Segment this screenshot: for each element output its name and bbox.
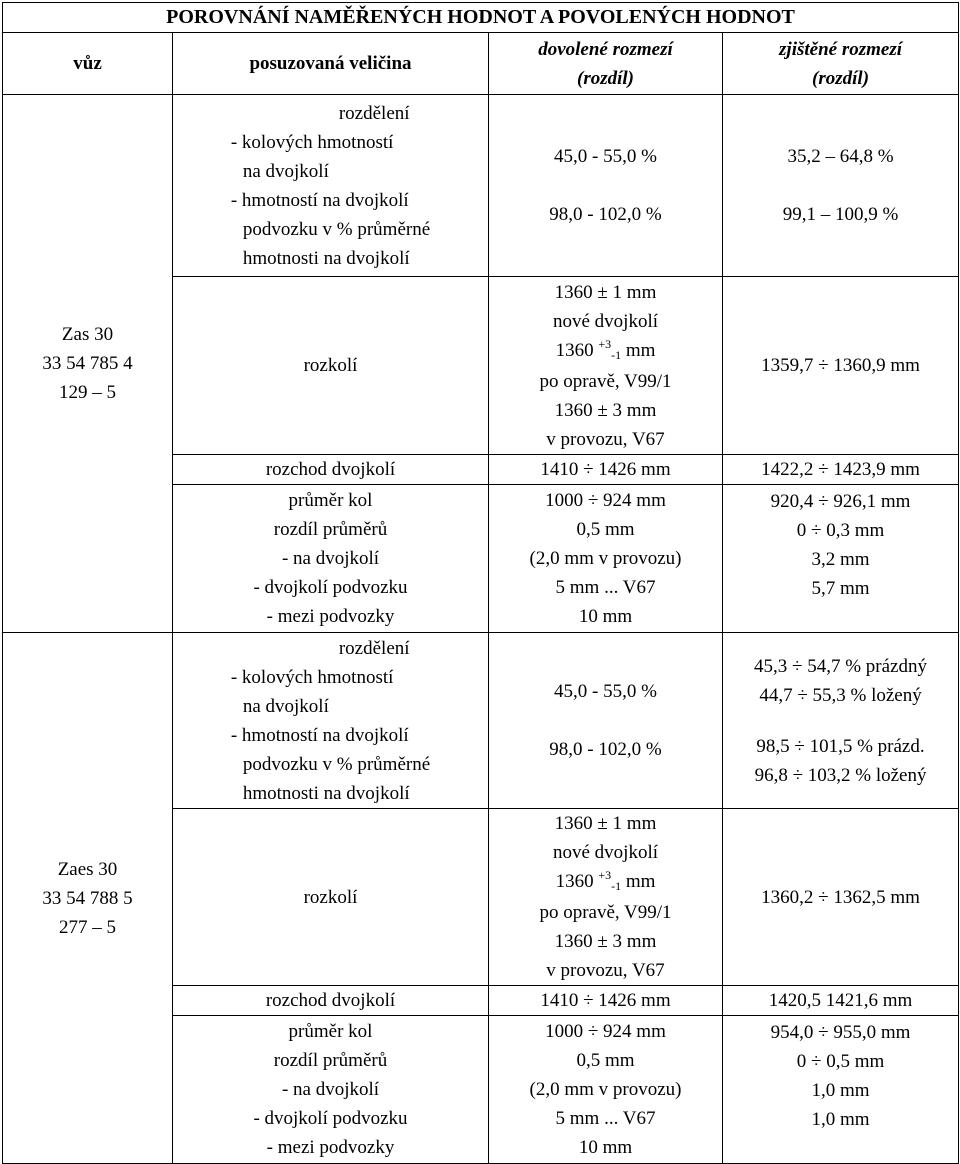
q-line: - kolových hmotností (230, 666, 394, 688)
allowed-rozkoli (489, 277, 723, 455)
header-quantity: posuzovaná veličina (173, 33, 489, 95)
q-line: rozdělení (338, 102, 410, 124)
allowed-prumer (489, 1016, 723, 1164)
wagon-cell-1 (3, 95, 173, 633)
q-line: - kolových hmotností (230, 131, 394, 153)
wagon-name: Zaes 30 (57, 858, 118, 880)
a-line: po opravě, V99/1 (539, 902, 672, 923)
measured-prumer (723, 485, 959, 633)
wagon-suffix: 277 – 5 (59, 916, 116, 938)
q-line: - hmotností na dvojkolí (230, 189, 409, 211)
table-title: POROVNÁNÍ NAMĚŘENÝCH HODNOT A POVOLENÝCH HODNOT (3, 3, 959, 33)
q-line: hmotnosti na dvojkolí (242, 782, 410, 804)
tolerance-sup: +3 (598, 868, 612, 882)
q-line: podvozku v % průměrné (242, 753, 431, 775)
a-line: 1360 ± 1 mm (554, 813, 657, 834)
allowed-rozchod: 1410 ÷ 1426 mm (489, 986, 723, 1016)
a-line: 45,0 - 55,0 % (554, 681, 657, 702)
m-line: 954,0 ÷ 955,0 mm (770, 1022, 911, 1043)
a-line: 1360 ± 1 mm (554, 281, 657, 303)
header-allowed-line2: (rozdíl) (577, 67, 634, 89)
q-line: průměr kol (288, 490, 373, 511)
a-line: 1000 ÷ 924 mm (545, 490, 666, 511)
q-line: - na dvojkolí (281, 548, 380, 569)
header-measured-line1: zjištěné rozmezí (779, 38, 902, 60)
q-line: rozdíl průměrů (273, 1050, 388, 1071)
a-line: 98,0 - 102,0 % (549, 739, 662, 760)
measured-weight-distribution (723, 633, 959, 809)
q-line: rozdělení (338, 637, 410, 659)
m-line: 35,2 – 64,8 % (787, 146, 894, 167)
m-line: 920,4 ÷ 926,1 mm (770, 491, 911, 512)
wagon-name: Zas 30 (61, 324, 114, 345)
wagon-suffix: 129 – 5 (59, 382, 116, 403)
tolerance-sup: +3 (598, 336, 612, 351)
m-line: 96,8 ÷ 103,2 % ložený (754, 764, 927, 786)
tolerance-unit: mm (625, 871, 656, 892)
wagon-number: 33 54 785 4 (42, 353, 133, 374)
m-line: 3,2 mm (811, 549, 870, 570)
q-line: - dvojkolí podvozku (253, 1108, 408, 1129)
a-line: nové dvojkolí (552, 310, 659, 332)
header-measured (723, 33, 959, 95)
q-line: rozdíl průměrů (273, 519, 388, 540)
tolerance-base: 1360 (555, 871, 594, 892)
measured-rozkoli: 1360,2 ÷ 1362,5 mm (723, 809, 959, 986)
a-line: 5 mm ... V67 (555, 1108, 656, 1129)
header-wagon: vůz (3, 33, 173, 95)
a-line: 5 mm ... V67 (555, 577, 656, 598)
a-line: (2,0 mm v provozu) (529, 548, 682, 569)
quantity-rozkoli: rozkolí (173, 809, 489, 986)
measured-rozchod: 1420,5 1421,6 mm (723, 986, 959, 1016)
measured-prumer (723, 1016, 959, 1164)
m-line: 0 ÷ 0,3 mm (796, 520, 885, 541)
q-line: - mezi podvozky (266, 606, 395, 627)
m-line: 1,0 mm (811, 1109, 870, 1130)
q-line: podvozku v % průměrné (242, 218, 431, 240)
m-line: 1,0 mm (811, 1080, 870, 1101)
a-line: 98,0 - 102,0 % (549, 204, 662, 225)
allowed-rozkoli (489, 809, 723, 986)
q-line: na dvojkolí (242, 160, 329, 182)
a-line: 0,5 mm (576, 519, 635, 540)
a-line: po opravě, V99/1 (539, 370, 672, 392)
header-allowed (489, 33, 723, 95)
measured-weight-distribution (723, 95, 959, 277)
allowed-weight-distribution (489, 95, 723, 277)
a-line-tolerance (489, 336, 722, 367)
allowed-weight-distribution (489, 633, 723, 809)
m-line: 5,7 mm (811, 578, 870, 599)
a-line: (2,0 mm v provozu) (529, 1079, 682, 1100)
q-line: - hmotností na dvojkolí (230, 724, 409, 746)
wagon-number: 33 54 788 5 (42, 887, 133, 909)
header-allowed-line1: dovolené rozmezí (538, 38, 673, 60)
measured-rozchod: 1422,2 ÷ 1423,9 mm (723, 455, 959, 485)
tolerance-sub: -1 (611, 347, 622, 362)
m-line: 99,1 – 100,9 % (782, 204, 899, 225)
a-line: 0,5 mm (576, 1050, 635, 1071)
q-line: - na dvojkolí (281, 1079, 380, 1100)
a-line: v provozu, V67 (546, 428, 665, 450)
q-line: na dvojkolí (242, 695, 329, 717)
q-line: průměr kol (288, 1021, 373, 1042)
allowed-rozchod: 1410 ÷ 1426 mm (489, 455, 723, 485)
tolerance-unit: mm (625, 339, 656, 361)
table-row (3, 633, 959, 809)
tolerance-base: 1360 (555, 339, 594, 361)
comparison-table (2, 2, 959, 1164)
a-line: 10 mm (578, 1137, 633, 1158)
q-line: - mezi podvozky (266, 1137, 395, 1158)
a-line: 1360 ± 3 mm (554, 399, 657, 421)
header-measured-line2: (rozdíl) (812, 67, 870, 89)
m-line: 0 ÷ 0,5 mm (796, 1051, 885, 1072)
a-line: 1360 ± 3 mm (554, 931, 657, 952)
allowed-prumer (489, 485, 723, 633)
q-line: hmotnosti na dvojkolí (242, 247, 410, 269)
table-row (3, 95, 959, 277)
quantity-prumer (173, 485, 489, 633)
a-line: 10 mm (578, 606, 633, 627)
measured-rozkoli: 1359,7 ÷ 1360,9 mm (723, 277, 959, 455)
a-line: nové dvojkolí (552, 842, 659, 863)
m-line: 45,3 ÷ 54,7 % prázdný (754, 655, 927, 677)
quantity-rozchod: rozchod dvojkolí (173, 455, 489, 485)
quantity-weight-distribution (173, 95, 489, 277)
a-line: 1000 ÷ 924 mm (545, 1021, 666, 1042)
tolerance-sub: -1 (611, 879, 622, 893)
wagon-cell-2 (3, 633, 173, 1164)
quantity-weight-distribution (173, 633, 489, 809)
quantity-rozkoli: rozkolí (173, 277, 489, 455)
m-line: 98,5 ÷ 101,5 % prázd. (756, 735, 925, 757)
quantity-prumer (173, 1016, 489, 1164)
m-line: 44,7 ÷ 55,3 % ložený (759, 684, 922, 706)
comparison-sheet (2, 2, 958, 1160)
a-line: 45,0 - 55,0 % (554, 146, 657, 167)
a-line: v provozu, V67 (546, 960, 665, 981)
q-line: - dvojkolí podvozku (253, 577, 408, 598)
a-line-tolerance (489, 867, 722, 898)
quantity-rozchod: rozchod dvojkolí (173, 986, 489, 1016)
